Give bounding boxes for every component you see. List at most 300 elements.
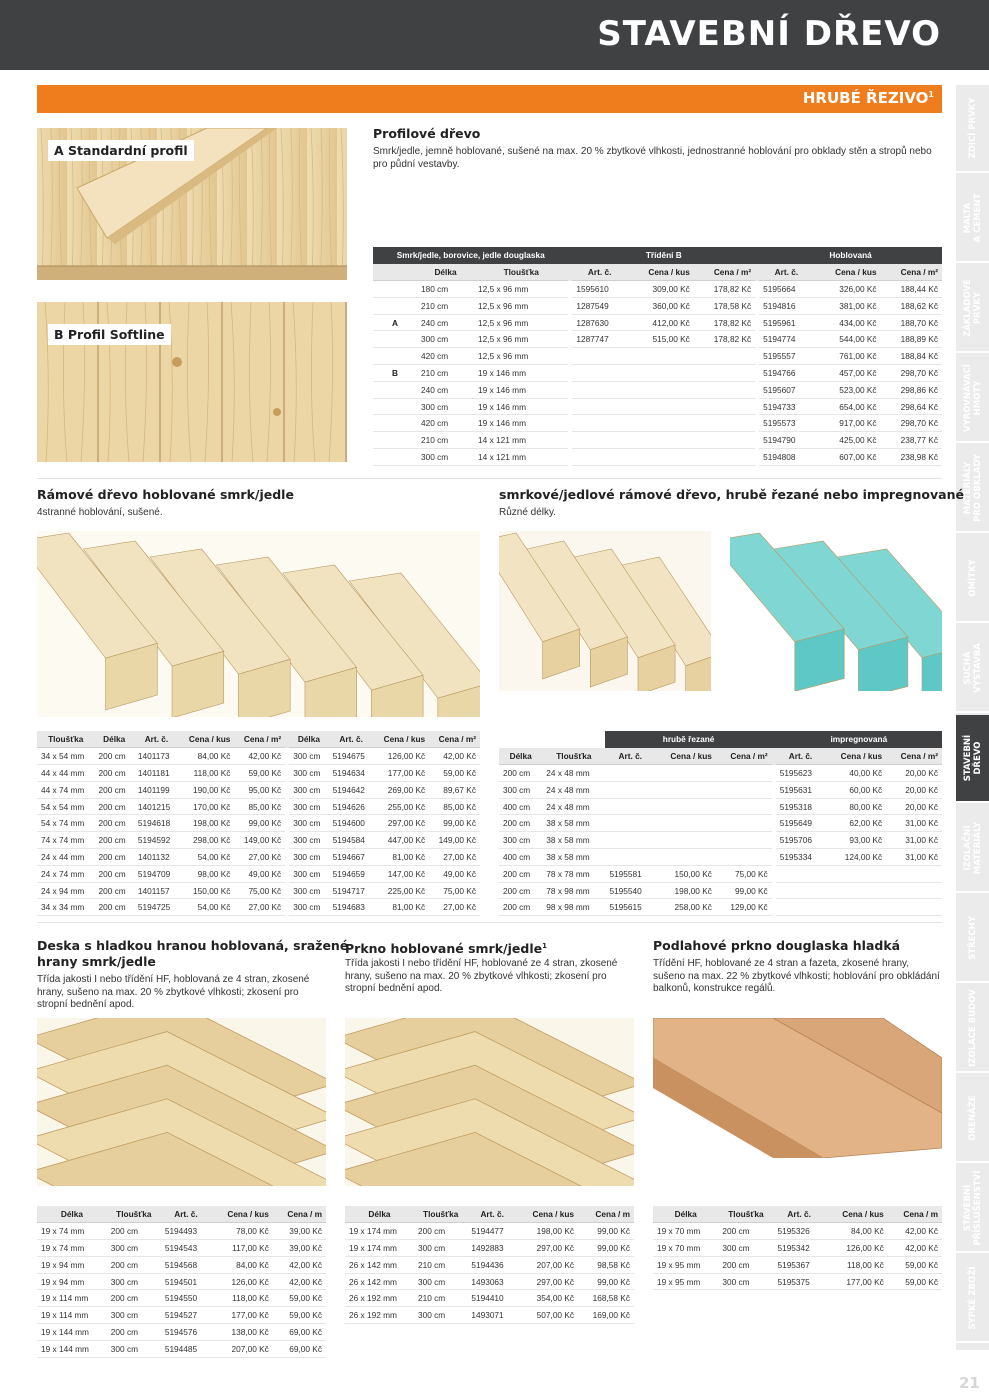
- table-cell: 169,00 Kč: [578, 1307, 634, 1324]
- table-cell: [605, 798, 655, 815]
- table-cell: [627, 381, 694, 398]
- podlaha-desc: Třídění HF, hoblované ze 4 stran a fazeta, zkosené hrany, sušeno na max. 22 % zbytkové vlhkosti; hoblování pro obkládání balkonů, konstrukce regálů.: [653, 958, 940, 994]
- column-header: Cena / kus: [179, 731, 234, 748]
- sidebar-tab[interactable]: [956, 355, 989, 443]
- table-cell: 5195623: [776, 765, 826, 782]
- section-title-note: 1: [928, 90, 934, 99]
- table-cell: 84,00 Kč: [179, 748, 234, 765]
- table-cell: 178,58 Kč: [694, 297, 755, 314]
- table-cell: [886, 882, 942, 899]
- table-row: [653, 1273, 942, 1290]
- prkno-table: [345, 1206, 634, 1324]
- table-cell: 59,00 Kč: [429, 765, 480, 782]
- table-cell: 5195664: [759, 281, 813, 298]
- table-cell: [627, 415, 694, 432]
- column-header: Délka: [289, 731, 328, 748]
- table-cell: 354,00 Kč: [517, 1290, 578, 1307]
- table-cell: 300 cm: [499, 781, 542, 798]
- table-row: [373, 314, 942, 331]
- table-cell: 300 cm: [417, 331, 474, 348]
- table-cell: 300 cm: [499, 832, 542, 849]
- table-cell: 178,82 Kč: [694, 331, 755, 348]
- sidebar-tab[interactable]: [956, 85, 989, 173]
- table-cell: 360,00 Kč: [627, 297, 694, 314]
- table-cell: 27,00 Kč: [429, 849, 480, 866]
- table-cell: 27,00 Kč: [234, 849, 285, 866]
- table-row: [499, 899, 942, 916]
- sidebar-tab[interactable]: [956, 715, 989, 803]
- table-cell: 5194667: [329, 849, 374, 866]
- table-cell: [655, 815, 716, 832]
- table-cell: [627, 365, 694, 382]
- impreg-group-1: hrubě řezané: [605, 731, 771, 748]
- deska-table: [37, 1206, 326, 1358]
- table-cell: 5194527: [161, 1307, 211, 1324]
- profile-a-image: [37, 128, 347, 280]
- table-cell: 69,00 Kč: [273, 1340, 326, 1357]
- table-cell: 147,00 Kč: [374, 865, 429, 882]
- table-cell: 54,00 Kč: [179, 899, 234, 916]
- table-cell: 178,82 Kč: [694, 314, 755, 331]
- table-cell: 180 cm: [417, 281, 474, 298]
- column-header: Délka: [37, 1206, 107, 1223]
- table-cell: 78,00 Kč: [211, 1223, 273, 1240]
- table-cell: 198,00 Kč: [179, 815, 234, 832]
- table-cell: 85,00 Kč: [429, 798, 480, 815]
- table-cell: [627, 348, 694, 365]
- table-cell: 225,00 Kč: [374, 882, 429, 899]
- table-cell: 381,00 Kč: [814, 297, 881, 314]
- table-cell: 95,00 Kč: [234, 781, 285, 798]
- sidebar-tab[interactable]: [956, 1165, 989, 1253]
- ramove-title: Rámové dřevo hoblované smrk/jedle: [37, 487, 294, 502]
- sidebar-tab[interactable]: [956, 175, 989, 263]
- table-cell: 62,00 Kč: [825, 815, 886, 832]
- row-label: [373, 415, 417, 432]
- table-cell: 5195615: [605, 899, 655, 916]
- table-cell: 26 x 142 mm: [345, 1273, 414, 1290]
- table-cell: 19 x 114 mm: [37, 1307, 107, 1324]
- table-cell: [825, 865, 886, 882]
- column-header: Cena / m²: [716, 748, 772, 765]
- table-cell: 24 x 48 mm: [542, 781, 605, 798]
- table-cell: 761,00 Kč: [814, 348, 881, 365]
- table-cell: [694, 381, 755, 398]
- table-cell: 42,00 Kč: [888, 1240, 942, 1257]
- table-cell: 75,00 Kč: [429, 882, 480, 899]
- table-cell: 297,00 Kč: [374, 815, 429, 832]
- column-header: Cena / kus: [655, 748, 716, 765]
- table-cell: 210 cm: [417, 365, 474, 382]
- row-label: [373, 348, 417, 365]
- column-header: Art. č.: [776, 748, 826, 765]
- table-cell: 200 cm: [499, 899, 542, 916]
- table-cell: 19 x 94 mm: [37, 1256, 107, 1273]
- table-cell: 1401173: [134, 748, 179, 765]
- table-cell: 917,00 Kč: [814, 415, 881, 432]
- podlaha-svg: [653, 1018, 942, 1158]
- sidebar-tab[interactable]: [956, 985, 989, 1073]
- table-cell: 5194493: [161, 1223, 211, 1240]
- table-cell: 1287549: [572, 297, 626, 314]
- column-header: Art. č.: [572, 264, 626, 281]
- table-cell: 300 cm: [289, 815, 328, 832]
- table-cell: 31,00 Kč: [886, 849, 942, 866]
- profil-group-2: Třídění B: [572, 247, 755, 264]
- table-cell: 5195557: [759, 348, 813, 365]
- sidebar-tab[interactable]: [956, 1075, 989, 1163]
- table-cell: [716, 849, 772, 866]
- table-cell: 1492883: [467, 1240, 517, 1257]
- table-cell: 198,00 Kč: [655, 882, 716, 899]
- table-cell: [627, 432, 694, 449]
- table-cell: 27,00 Kč: [234, 899, 285, 916]
- category-sidebar: [956, 85, 989, 1350]
- prkno-title-text: Prkno hoblované smrk/jedle: [345, 941, 543, 957]
- table-cell: 300 cm: [417, 398, 474, 415]
- sidebar-tab[interactable]: [956, 625, 989, 713]
- sidebar-tab[interactable]: [956, 265, 989, 353]
- table-cell: 300 cm: [289, 832, 328, 849]
- table-cell: [716, 832, 772, 849]
- table-row: [373, 297, 942, 314]
- table-cell: 300 cm: [289, 748, 328, 765]
- table-cell: 19 x 94 mm: [37, 1273, 107, 1290]
- table-cell: 126,00 Kč: [374, 748, 429, 765]
- table-cell: 19 x 146 mm: [474, 365, 568, 382]
- table-row: [37, 1240, 326, 1257]
- table-cell: 425,00 Kč: [814, 432, 881, 449]
- table-cell: 59,00 Kč: [888, 1273, 942, 1290]
- table-cell: 200 cm: [499, 865, 542, 882]
- table-cell: 75,00 Kč: [234, 882, 285, 899]
- table-cell: 98 x 98 mm: [542, 899, 605, 916]
- table-cell: 42,00 Kč: [888, 1223, 942, 1240]
- table-cell: 24 x 48 mm: [542, 798, 605, 815]
- table-cell: 177,00 Kč: [374, 765, 429, 782]
- table-cell: [655, 832, 716, 849]
- table-cell: 99,00 Kč: [578, 1273, 634, 1290]
- impreg-svg: [730, 531, 942, 691]
- table-cell: 200 cm: [107, 1223, 161, 1240]
- table-cell: [605, 815, 655, 832]
- table-cell: 60,00 Kč: [825, 781, 886, 798]
- table-cell: 240 cm: [417, 314, 474, 331]
- table-cell: 1595610: [572, 281, 626, 298]
- table-cell: 300 cm: [414, 1273, 467, 1290]
- table-cell: 26 x 192 mm: [345, 1290, 414, 1307]
- section-title: [803, 89, 934, 107]
- table-cell: 99,00 Kč: [234, 815, 285, 832]
- table-cell: [572, 398, 626, 415]
- table-cell: 98,00 Kč: [179, 865, 234, 882]
- table-cell: 5194683: [329, 899, 374, 916]
- sidebar-tab[interactable]: [956, 805, 989, 893]
- table-cell: 178,82 Kč: [694, 281, 755, 298]
- row-label-header: [373, 264, 417, 281]
- table-cell: [605, 849, 655, 866]
- table-cell: 5195326: [773, 1223, 824, 1240]
- blank: [499, 731, 605, 748]
- table-cell: 31,00 Kč: [886, 832, 942, 849]
- table-row: [37, 765, 480, 782]
- row-label: [373, 449, 417, 466]
- table-cell: 188,44 Kč: [881, 281, 942, 298]
- table-cell: 1401132: [134, 849, 179, 866]
- table-cell: 200 cm: [499, 882, 542, 899]
- table-cell: [694, 398, 755, 415]
- table-row: [37, 865, 480, 882]
- column-header: Art. č.: [329, 731, 374, 748]
- profil-desc: Smrk/jedle, jemně hoblované, sušené na max. 20 % zbytkové vlhkosti, jednostranné hoblování pro obklady stěn a stropů nebo pro půdní vestavby.: [373, 146, 932, 170]
- table-cell: 1401199: [134, 781, 179, 798]
- table-row: [373, 415, 942, 432]
- page-number: 21: [959, 1374, 980, 1392]
- table-cell: [572, 432, 626, 449]
- table-cell: 300 cm: [289, 765, 328, 782]
- table-cell: 24 x 44 mm: [37, 849, 94, 866]
- deska-title-1: Deska s hladkou hranou hoblovaná, sražené: [37, 938, 349, 953]
- table-cell: 5194501: [161, 1273, 211, 1290]
- table-cell: 1287630: [572, 314, 626, 331]
- table-cell: 210 cm: [414, 1256, 467, 1273]
- table-cell: [655, 849, 716, 866]
- table-cell: 20,00 Kč: [886, 798, 942, 815]
- sidebar-tab-label: ZDICÍ PRVKY: [967, 97, 978, 159]
- table-row: [373, 365, 942, 382]
- table-cell: 19 x 74 mm: [37, 1223, 107, 1240]
- table-cell: 5194766: [759, 365, 813, 382]
- sidebar-tab-label: IZOLACE BUDOV: [967, 989, 978, 1067]
- table-cell: 19 x 70 mm: [653, 1223, 718, 1240]
- column-header: Tloušťka: [474, 264, 568, 281]
- sidebar-tab-label: MALTA A CEMENT: [962, 193, 983, 243]
- table-cell: 34 x 34 mm: [37, 899, 94, 916]
- table-cell: [716, 765, 772, 782]
- table-cell: 309,00 Kč: [627, 281, 694, 298]
- row-label: [373, 381, 417, 398]
- table-cell: 19 x 144 mm: [37, 1324, 107, 1341]
- row-label: [373, 432, 417, 449]
- table-row: [37, 899, 480, 916]
- table-cell: 1493063: [467, 1273, 517, 1290]
- table-row: [653, 1240, 942, 1257]
- table-cell: 210 cm: [417, 432, 474, 449]
- table-cell: 124,00 Kč: [825, 849, 886, 866]
- sidebar-tab-label: SUCHÁ VÝSTAVBA: [962, 643, 983, 693]
- table-cell: [572, 365, 626, 382]
- table-cell: [572, 449, 626, 466]
- deska-title-2: hrany smrk/jedle: [37, 954, 156, 969]
- table-cell: 78 x 98 mm: [542, 882, 605, 899]
- table-row: [653, 1256, 942, 1273]
- column-header: Cena / m²: [886, 748, 942, 765]
- table-cell: 240 cm: [417, 381, 474, 398]
- table-cell: 188,62 Kč: [881, 297, 942, 314]
- table-cell: 5194584: [329, 832, 374, 849]
- table-cell: 19 x 95 mm: [653, 1256, 718, 1273]
- table-cell: 81,00 Kč: [374, 849, 429, 866]
- table-cell: [825, 882, 886, 899]
- prkno-title-note: 1: [542, 942, 547, 950]
- column-header: Cena / m²: [429, 731, 480, 748]
- row-label: [373, 297, 417, 314]
- column-header: Cena / m: [578, 1206, 634, 1223]
- table-cell: 200 cm: [94, 865, 133, 882]
- table-row: [499, 832, 942, 849]
- table-cell: 14 x 121 mm: [474, 449, 568, 466]
- table-cell: 300 cm: [107, 1273, 161, 1290]
- table-cell: 207,00 Kč: [211, 1340, 273, 1357]
- table-cell: 12,5 x 96 mm: [474, 331, 568, 348]
- table-cell: [605, 832, 655, 849]
- table-row: [345, 1307, 634, 1324]
- deska-title: [37, 938, 348, 970]
- column-header: Tloušťka: [542, 748, 605, 765]
- table-cell: 84,00 Kč: [211, 1256, 273, 1273]
- table-cell: 198,00 Kč: [517, 1223, 578, 1240]
- table-cell: 19 x 146 mm: [474, 398, 568, 415]
- column-header: Tloušťka: [107, 1206, 161, 1223]
- impreg-group-2: impregnovaná: [776, 731, 942, 748]
- table-cell: 300 cm: [289, 798, 328, 815]
- table-cell: 5195375: [773, 1273, 824, 1290]
- table-cell: 81,00 Kč: [374, 899, 429, 916]
- table-cell: 200 cm: [94, 832, 133, 849]
- profile-a-label: A Standardní profil: [48, 140, 194, 161]
- table-row: [37, 832, 480, 849]
- table-row: [653, 1223, 942, 1240]
- sidebar-tab[interactable]: [956, 895, 989, 983]
- table-cell: 5194576: [161, 1324, 211, 1341]
- table-cell: 420 cm: [417, 415, 474, 432]
- table-cell: 5195334: [776, 849, 826, 866]
- table-cell: 59,00 Kč: [273, 1290, 326, 1307]
- table-cell: 300 cm: [107, 1307, 161, 1324]
- prkno-title: [345, 938, 547, 957]
- table-cell: 326,00 Kč: [814, 281, 881, 298]
- column-header: Art. č.: [759, 264, 813, 281]
- table-cell: 255,00 Kč: [374, 798, 429, 815]
- table-cell: 200 cm: [107, 1256, 161, 1273]
- table-cell: 1401181: [134, 765, 179, 782]
- row-label: [373, 281, 417, 298]
- table-cell: 200 cm: [499, 765, 542, 782]
- column-header: Cena / kus: [825, 1206, 888, 1223]
- table-cell: 118,00 Kč: [179, 765, 234, 782]
- table-cell: 24 x 48 mm: [542, 765, 605, 782]
- table-cell: 544,00 Kč: [814, 331, 881, 348]
- table-cell: [694, 415, 755, 432]
- table-cell: 210 cm: [414, 1290, 467, 1307]
- table-cell: 12,5 x 96 mm: [474, 348, 568, 365]
- table-row: [37, 849, 480, 866]
- column-header: Délka: [94, 731, 133, 748]
- sidebar-tab-label: STŘECHY: [967, 916, 978, 960]
- table-row: [373, 449, 942, 466]
- column-header: Cena / m²: [694, 264, 755, 281]
- sidebar-tab-label: ZÁKLADOVÉ PRVKY: [962, 279, 983, 337]
- table-cell: 298,70 Kč: [881, 415, 942, 432]
- deska-desc: Třída jakosti I nebo třídění HF, hoblovaná ze 4 stran, zkosené hrany, sušeno na max. 20 % zbytkové vlhkosti; zkosení pro stropní bednění apod.: [37, 974, 310, 1010]
- table-cell: [627, 398, 694, 415]
- table-cell: 12,5 x 96 mm: [474, 297, 568, 314]
- sidebar-tab[interactable]: [956, 1255, 989, 1343]
- table-cell: 200 cm: [94, 882, 133, 899]
- table-cell: 5195649: [776, 815, 826, 832]
- table-cell: 5194675: [329, 748, 374, 765]
- column-header: Cena / m: [273, 1206, 326, 1223]
- table-cell: 5195540: [605, 882, 655, 899]
- table-cell: 300 cm: [289, 849, 328, 866]
- table-cell: 200 cm: [107, 1324, 161, 1341]
- table-cell: 39,00 Kč: [273, 1240, 326, 1257]
- table-cell: 300 cm: [718, 1240, 773, 1257]
- table-cell: 188,84 Kč: [881, 348, 942, 365]
- table-cell: 19 x 174 mm: [345, 1240, 414, 1257]
- sidebar-tab-label: VYROVNÁVACÍ HMOTY: [962, 364, 983, 432]
- table-row: [499, 815, 942, 832]
- table-cell: [694, 348, 755, 365]
- table-cell: 5195961: [759, 314, 813, 331]
- table-cell: 20,00 Kč: [886, 781, 942, 798]
- column-header: Cena / kus: [517, 1206, 578, 1223]
- table-cell: 150,00 Kč: [179, 882, 234, 899]
- table-cell: 298,64 Kč: [881, 398, 942, 415]
- table-cell: 26 x 192 mm: [345, 1307, 414, 1324]
- table-cell: 5195706: [776, 832, 826, 849]
- table-row: [373, 331, 942, 348]
- table-row: [499, 882, 942, 899]
- table-row: [373, 281, 942, 298]
- table-row: [373, 348, 942, 365]
- table-cell: 20,00 Kč: [886, 765, 942, 782]
- ramove-table: [37, 731, 480, 916]
- table-row: [37, 798, 480, 815]
- sidebar-tab-label: STAVEBNÍ DŘEVO: [962, 734, 983, 782]
- table-cell: 117,00 Kč: [211, 1240, 273, 1257]
- table-cell: 447,00 Kč: [374, 832, 429, 849]
- table-cell: 297,00 Kč: [517, 1273, 578, 1290]
- table-cell: 5194477: [467, 1223, 517, 1240]
- sidebar-tab[interactable]: [956, 535, 989, 623]
- table-row: [345, 1240, 634, 1257]
- table-cell: 42,00 Kč: [273, 1256, 326, 1273]
- table-cell: [886, 899, 942, 916]
- table-cell: 40,00 Kč: [825, 765, 886, 782]
- table-cell: 168,58 Kč: [578, 1290, 634, 1307]
- column-header: Cena / kus: [814, 264, 881, 281]
- table-cell: 200 cm: [94, 815, 133, 832]
- table-cell: 1401157: [134, 882, 179, 899]
- table-cell: 300 cm: [414, 1240, 467, 1257]
- table-cell: 300 cm: [107, 1340, 161, 1357]
- column-header: Tloušťka: [718, 1206, 773, 1223]
- table-cell: 54,00 Kč: [179, 849, 234, 866]
- table-cell: 44 x 74 mm: [37, 781, 94, 798]
- table-cell: 5195607: [759, 381, 813, 398]
- table-cell: 118,00 Kč: [211, 1290, 273, 1307]
- table-cell: [886, 865, 942, 882]
- table-cell: 5194626: [329, 798, 374, 815]
- table-row: [499, 849, 942, 866]
- table-cell: 238,77 Kč: [881, 432, 942, 449]
- table-cell: 300 cm: [718, 1273, 773, 1290]
- column-header: Art. č.: [773, 1206, 824, 1223]
- table-cell: [655, 781, 716, 798]
- table-cell: [655, 798, 716, 815]
- table-cell: 19 x 146 mm: [474, 415, 568, 432]
